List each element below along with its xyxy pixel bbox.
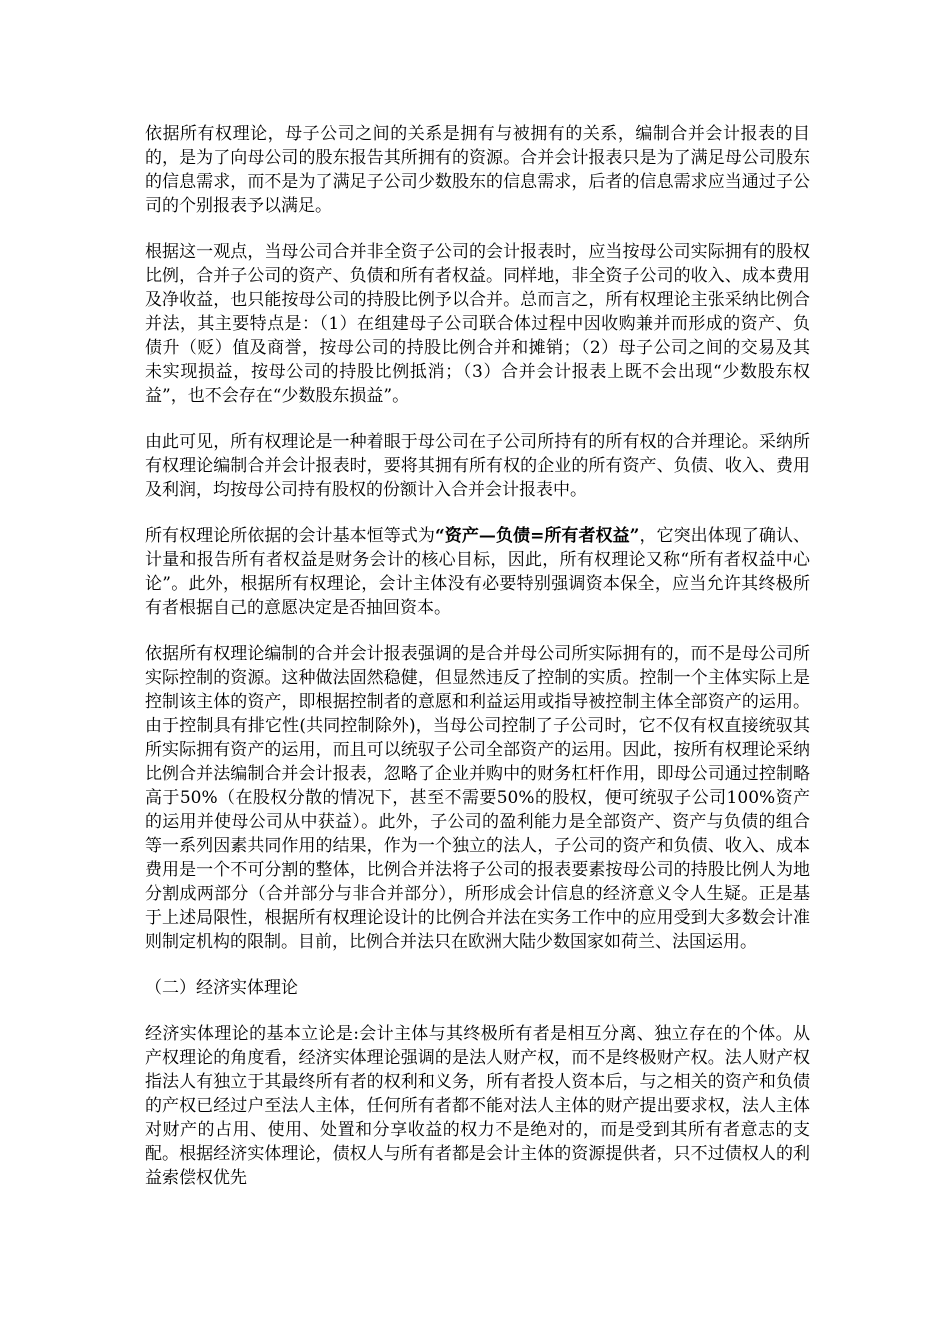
- paragraph-ownership-theory-critique: 依据所有权理论编制的合并会计报表强调的是合并母公司所实际拥有的，而不是母公司所实际控制的资源。这种做法固然稳健，但显然违反了控制的实质。控制一个主体实际上是控制该主体的资产，即根据控制者的意愿和利益运用或指导被控制主体全部资产的运用。由于控制具有排它性(共同控制除外)，当母公司控制了子公司时，它不仅有权直接统驭其所实际拥有资产的运用，而且可以统驭子公司全部资产的运用。因此，按所有权理论采纳比例合并法编制合并会计报表，忽略了企业并购中的财务杠杆作用，即母公司通过控制略高于50%（在股权分散的情况下，甚至不需要50%的股权，便可统驭子公司100%资产的运用并使母公司从中获益）。此外，子公司的盈利能力是全部资产、资产与负债的组合等一系列因素共同作用的结果，作为一个独立的法人，子公司的资产和负债、收入、成本费用是一个不可分割的整体，比例合并法将子公司的报表要素按母公司的持股比例人为地分割成两部分（合并部分与非合并部分），所形成会计信息的经济意义令人生疑。正是基于上述局限性，根据所有权理论设计的比例合并法在实务工作中的应用受到大多数会计准则制定机构的限制。目前，比例合并法只在欧洲大陆少数国家如荷兰、法国运用。: [145, 644, 810, 952]
- accounting-equation: “资产—负债=所有者权益”: [434, 526, 640, 546]
- paragraph-economic-entity-theory: 经济实体理论的基本立论是:会计主体与其终极所有者是相互分离、独立存在的个体。从产权理论的角度看，经济实体理论强调的是法人财产权，而不是终极财产权。法人财产权指法人有独立于其最终所有者的权利和义务，所有者投人资本后，与之相关的资产和负债的产权已经过户至法人主体，任何所有者都不能对法人主体的财产提出要求权，法人主体对财产的占用、使用、处置和分享收益的权力不是绝对的，而是受到其所有者意志的支配。根据经济实体理论，债权人与所有者都是会计主体的资源提供者，只不过债权人的利益索偿权优先: [145, 1024, 810, 1188]
- paragraph-ownership-theory-intro: 依据所有权理论，母子公司之间的关系是拥有与被拥有的关系，编制合并会计报表的目的，是为了向母公司的股东报告其所拥有的资源。合并会计报表只是为了满足母公司股东的信息需求，而不是为了满足子公司少数股东的信息需求，后者的信息需求应当通过子公司的个别报表予以满足。: [145, 124, 810, 216]
- section-heading-economic-entity-theory: （二）经济实体理论: [145, 978, 298, 998]
- equation-explanation-text: ，它突出体现了确认、计量和报告所有者权益是财务会计的核心目标，因此，所有权理论又称“所有者权益中心论”。此外，根据所有权理论，会计主体没有必要特别强调资本保全，应当允许其终极所有者根据自己的意愿决定是否抽回资本。: [145, 526, 810, 618]
- paragraph-accounting-equation: [145, 524, 810, 620]
- paragraph-proportional-consolidation: 根据这一观点，当母公司合并非全资子公司的会计报表时，应当按母公司实际拥有的股权比例，合并子公司的资产、负债和所有者权益。同样地，非全资子公司的收入、成本费用及净收益，也只能按母公司的持股比例予以合并。总而言之，所有权理论主张采纳比例合并法，其主要特点是：（1）在组建母子公司联合体过程中因收购兼并而形成的资产、负债升（贬）值及商誉，按母公司的持股比例合并和摊销；（2）母子公司之间的交易及其未实现损益，按母公司的持股比例抵消；（3）合并会计报表上既不会出现“少数股东权益”，也不会存在“少数股东损益”。: [145, 242, 810, 406]
- equation-intro-text: 所有权理论所依据的会计基本恒等式为: [145, 526, 435, 546]
- document-page: [145, 122, 810, 1212]
- paragraph-ownership-theory-summary: 由此可见，所有权理论是一种着眼于母公司在子公司所持有的所有权的合并理论。采纳所有权理论编制合并会计报表时，要将其拥有所有权的企业的所有资产、负债、收入、费用及利润，均按母公司持有股权的份额计入合并会计报表中。: [145, 432, 810, 500]
